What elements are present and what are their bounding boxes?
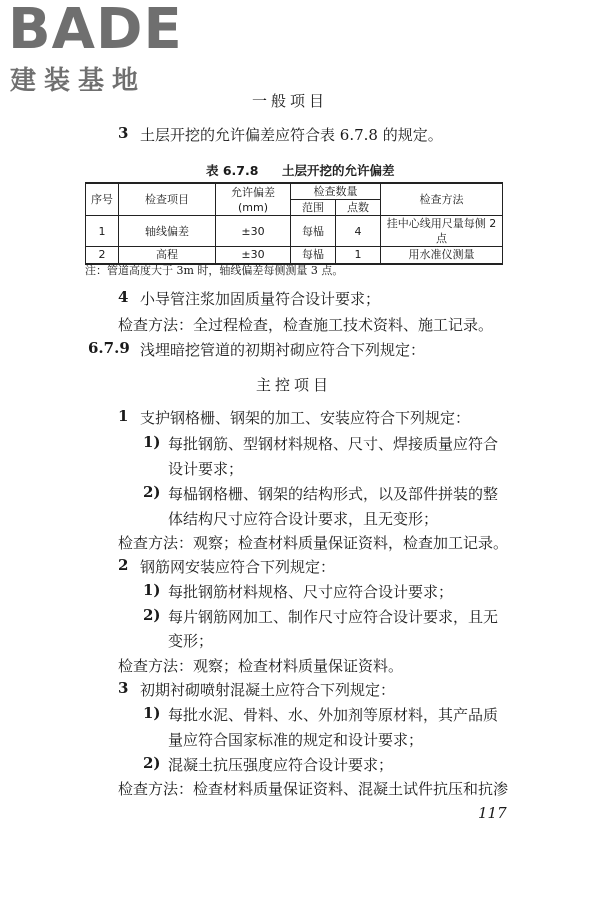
table-cell-tolerance: ±30	[216, 247, 291, 264]
table-cell-method: 挂中心线用尺量每侧 2 点	[381, 216, 503, 247]
table-header-tolerance-label: 允许偏差	[231, 185, 275, 199]
main-item-2-check-method: 检查方法：观察；检查材料质量保证资料。	[118, 657, 404, 675]
main-item-3-sub-1-line-2: 量应符合国家标准的规定和设计要求；	[168, 731, 424, 749]
brand-logo: BADE	[8, 0, 183, 62]
main-item-1-sub-1-line-2: 设计要求；	[168, 460, 244, 478]
table-header-tolerance-unit: (mm)	[237, 200, 268, 214]
table-cell-tolerance: ±30	[216, 216, 291, 247]
main-item-1-text: 支护钢格栅、钢架的加工、安装应符合下列规定：	[140, 409, 471, 427]
main-item-3-check-method: 检查方法：检查材料质量保证资料、混凝土试件抗压和抗渗	[118, 780, 509, 798]
main-item-2-sub-2-line-1: 每片钢筋网加工、制作尺寸应符合设计要求，且无	[168, 608, 499, 626]
table-header-seq: 序号	[86, 183, 119, 216]
table-cell-method: 用水准仪测量	[381, 247, 503, 264]
table-header-method: 检查方法	[381, 183, 503, 216]
page-number: 117	[478, 804, 507, 822]
table-header-item: 检查项目	[119, 183, 216, 216]
table-header-quantity: 检查数量	[291, 183, 381, 200]
item-4-text: 小导管注浆加固质量符合设计要求；	[140, 290, 381, 308]
main-item-2-sub-2-line-2: 变形；	[168, 632, 214, 650]
main-item-1-sub-1-line-1: 每批钢筋、型钢材料规格、尺寸、焊接质量应符合	[168, 435, 499, 453]
clause-text: 浅埋暗挖管道的初期衬砌应符合下列规定：	[140, 341, 426, 359]
table-cell-points: 1	[336, 247, 381, 264]
main-item-3-text: 初期衬砌喷射混凝土应符合下列规定：	[140, 681, 396, 699]
item-4-check-method: 检查方法：全过程检查，检查施工技术资料、施工记录。	[118, 316, 494, 334]
tolerance-table	[85, 182, 503, 265]
main-item-2-sub-1-number: 1)	[143, 581, 161, 599]
table-cell-range: 每榀	[291, 216, 336, 247]
table-caption-number: 表 6.7.8	[206, 163, 259, 178]
section-heading-main: 主控项目	[256, 376, 333, 394]
section-heading-general: 一般项目	[252, 92, 329, 110]
item-3-number: 3	[118, 124, 129, 142]
table-row	[86, 247, 503, 264]
main-item-1-sub-2-line-2: 体结构尺寸应符合设计要求，且无变形；	[168, 510, 439, 528]
main-item-2-sub-2-number: 2)	[143, 606, 161, 624]
table-header-range: 范围	[291, 200, 336, 216]
main-item-3-sub-1-line-1: 每批水泥、骨料、水、外加剂等原材料，其产品质	[168, 706, 499, 724]
table-cell-item: 轴线偏差	[119, 216, 216, 247]
main-item-2-sub-1-line-1: 每批钢筋材料规格、尺寸应符合设计要求；	[168, 583, 454, 601]
table-note: 注：管道高度大于 3m 时，轴线偏差每侧测量 3 点。	[85, 264, 344, 277]
table-row	[86, 216, 503, 247]
main-item-3-number: 3	[118, 679, 129, 697]
table-cell-points: 4	[336, 216, 381, 247]
table-header-tolerance	[216, 183, 291, 216]
item-4-number: 4	[118, 288, 129, 306]
main-item-3-sub-2-line-1: 混凝土抗压强度应符合设计要求；	[168, 756, 394, 774]
main-item-1-sub-1-number: 1)	[143, 433, 161, 451]
table-cell-range: 每榀	[291, 247, 336, 264]
clause-number: 6.7.9	[88, 339, 130, 357]
table-cell-seq: 1	[86, 216, 119, 247]
item-3-text: 土层开挖的允许偏差应符合表 6.7.8 的规定。	[140, 126, 443, 144]
main-item-2-number: 2	[118, 556, 129, 574]
table-caption-title: 土层开挖的允许偏差	[282, 163, 395, 178]
main-item-1-sub-2-line-1: 每榀钢格栅、钢架的结构形式，以及部件拼装的整	[168, 485, 499, 503]
main-item-1-number: 1	[118, 407, 129, 425]
main-item-3-sub-1-number: 1)	[143, 704, 161, 722]
main-item-2-text: 钢筋网安装应符合下列规定：	[140, 558, 336, 576]
main-item-1-sub-2-number: 2)	[143, 483, 161, 501]
main-item-3-sub-2-number: 2)	[143, 754, 161, 772]
table-header-points: 点数	[336, 200, 381, 216]
table-cell-seq: 2	[86, 247, 119, 264]
main-item-1-check-method: 检查方法：观察；检查材料质量保证资料，检查加工记录。	[118, 534, 509, 552]
table-cell-item: 高程	[119, 247, 216, 264]
brand-logo-subtitle: 建装基地	[10, 66, 147, 96]
